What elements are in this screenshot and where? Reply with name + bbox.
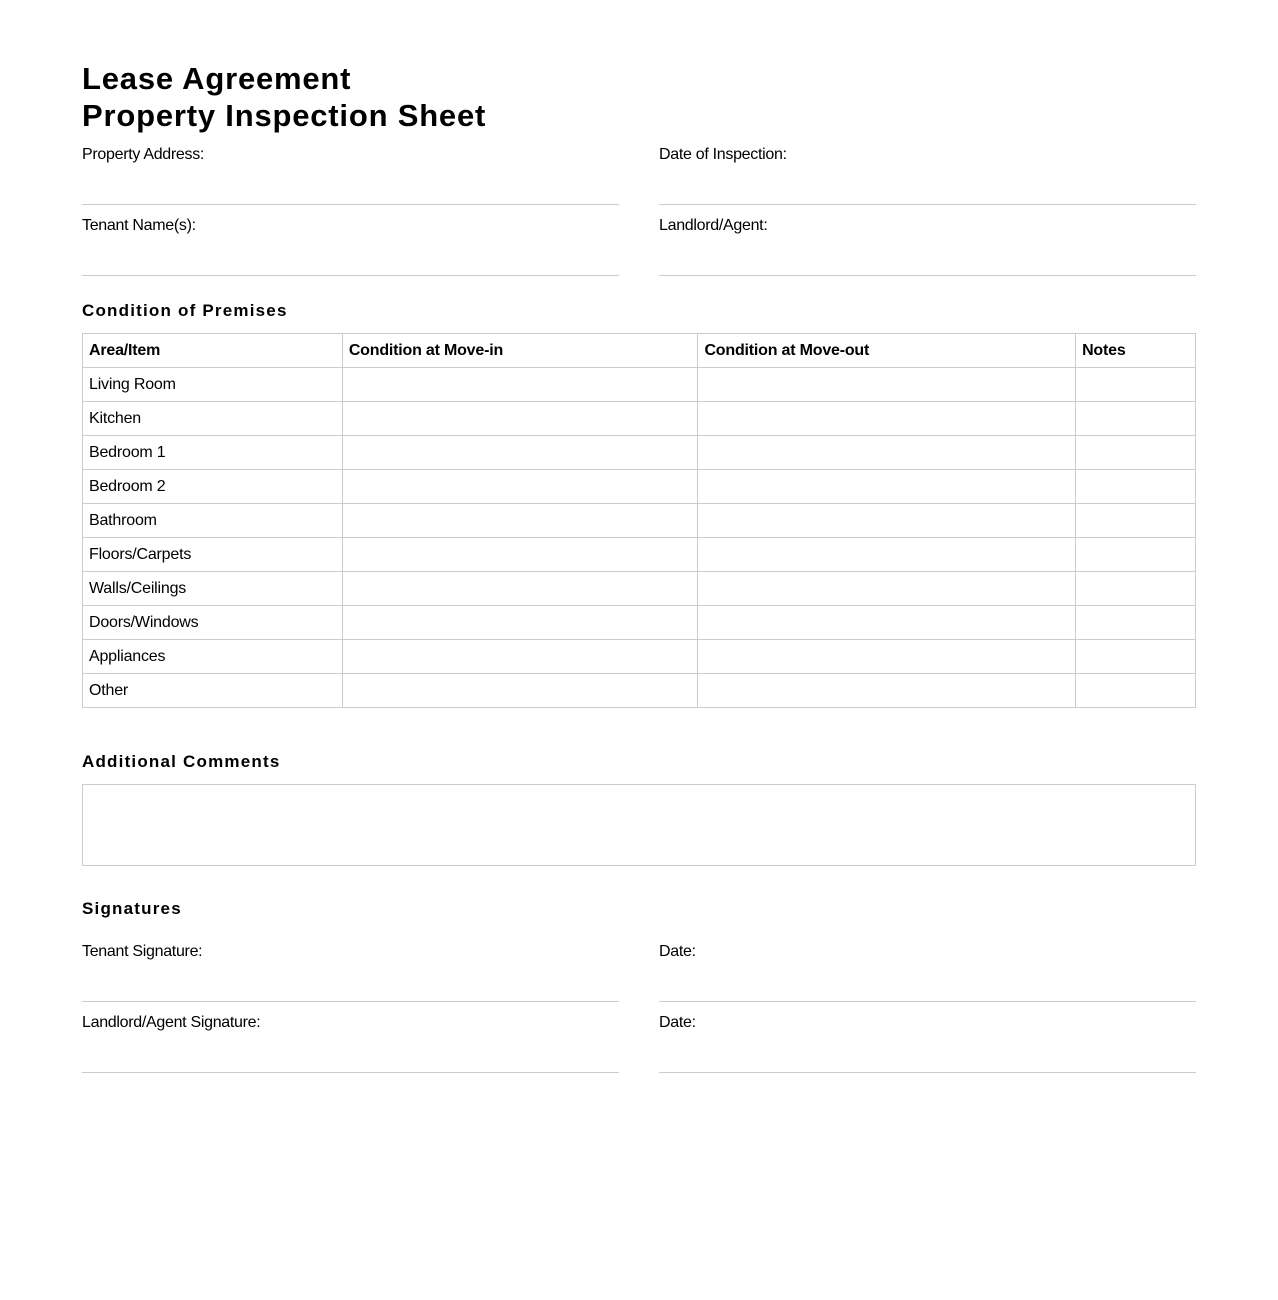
move-out-cell[interactable] bbox=[698, 674, 1076, 708]
move-in-cell[interactable] bbox=[342, 640, 698, 674]
landlord-signature-label: Landlord/Agent Signature: bbox=[82, 1014, 261, 1031]
additional-comments-heading: Additional Comments bbox=[82, 752, 281, 771]
table-row bbox=[83, 538, 1196, 572]
column-header-area: Area/Item bbox=[83, 334, 343, 368]
column-header-move-out: Condition at Move-out bbox=[698, 334, 1076, 368]
notes-cell[interactable] bbox=[1076, 538, 1196, 572]
area-cell: Doors/Windows bbox=[83, 606, 343, 640]
table-row bbox=[83, 436, 1196, 470]
landlord-agent-label: Landlord/Agent: bbox=[659, 217, 768, 234]
property-address-label: Property Address: bbox=[82, 146, 205, 163]
signatures-block bbox=[82, 931, 1196, 1073]
column-header-notes: Notes bbox=[1076, 334, 1196, 368]
notes-cell[interactable] bbox=[1076, 402, 1196, 436]
premises-table bbox=[82, 333, 1196, 708]
tenant-signature-label: Tenant Signature: bbox=[82, 943, 203, 960]
table-header-row bbox=[83, 334, 1196, 368]
condition-of-premises-heading: Condition of Premises bbox=[82, 301, 288, 320]
area-cell: Floors/Carpets bbox=[83, 538, 343, 572]
move-out-cell[interactable] bbox=[698, 538, 1076, 572]
table-row bbox=[83, 572, 1196, 606]
move-out-cell[interactable] bbox=[698, 368, 1076, 402]
landlord-date-label: Date: bbox=[659, 1014, 696, 1031]
area-cell: Other bbox=[83, 674, 343, 708]
move-in-cell[interactable] bbox=[342, 436, 698, 470]
move-in-cell[interactable] bbox=[342, 504, 698, 538]
move-out-cell[interactable] bbox=[698, 640, 1076, 674]
notes-cell[interactable] bbox=[1076, 504, 1196, 538]
table-row bbox=[83, 606, 1196, 640]
move-out-cell[interactable] bbox=[698, 402, 1076, 436]
area-cell: Bathroom bbox=[83, 504, 343, 538]
move-out-cell[interactable] bbox=[698, 504, 1076, 538]
move-in-cell[interactable] bbox=[342, 470, 698, 504]
table-row bbox=[83, 674, 1196, 708]
notes-cell[interactable] bbox=[1076, 368, 1196, 402]
move-in-cell[interactable] bbox=[342, 368, 698, 402]
tenant-names-field[interactable] bbox=[82, 205, 619, 276]
move-out-cell[interactable] bbox=[698, 572, 1076, 606]
area-cell: Living Room bbox=[83, 368, 343, 402]
table-row bbox=[83, 402, 1196, 436]
title-line-1: Lease Agreement bbox=[82, 61, 352, 96]
additional-comments-box[interactable] bbox=[82, 784, 1196, 866]
property-address-field[interactable] bbox=[82, 134, 619, 205]
date-of-inspection-field[interactable] bbox=[659, 134, 1196, 205]
tenant-date-field[interactable] bbox=[659, 931, 1196, 1002]
notes-cell[interactable] bbox=[1076, 606, 1196, 640]
table-row bbox=[83, 470, 1196, 504]
move-in-cell[interactable] bbox=[342, 674, 698, 708]
page-title bbox=[82, 60, 1196, 134]
signature-row-1 bbox=[82, 931, 1196, 1002]
move-in-cell[interactable] bbox=[342, 402, 698, 436]
inspection-sheet bbox=[82, 60, 1196, 1031]
notes-cell[interactable] bbox=[1076, 470, 1196, 504]
landlord-signature-field[interactable] bbox=[82, 1002, 619, 1073]
table-row bbox=[83, 640, 1196, 674]
move-out-cell[interactable] bbox=[698, 606, 1076, 640]
area-cell: Kitchen bbox=[83, 402, 343, 436]
tenant-names-label: Tenant Name(s): bbox=[82, 217, 196, 234]
date-of-inspection-label: Date of Inspection: bbox=[659, 146, 787, 163]
notes-cell[interactable] bbox=[1076, 674, 1196, 708]
move-in-cell[interactable] bbox=[342, 606, 698, 640]
signatures-heading: Signatures bbox=[82, 899, 182, 918]
notes-cell[interactable] bbox=[1076, 436, 1196, 470]
title-line-2: Property Inspection Sheet bbox=[82, 98, 487, 133]
signature-row-2 bbox=[82, 1002, 1196, 1073]
move-out-cell[interactable] bbox=[698, 436, 1076, 470]
info-row-2 bbox=[82, 205, 1196, 276]
area-cell: Bedroom 2 bbox=[83, 470, 343, 504]
move-out-cell[interactable] bbox=[698, 470, 1076, 504]
notes-cell[interactable] bbox=[1076, 572, 1196, 606]
tenant-signature-field[interactable] bbox=[82, 931, 619, 1002]
landlord-date-field[interactable] bbox=[659, 1002, 1196, 1073]
table-row bbox=[83, 368, 1196, 402]
table-row bbox=[83, 504, 1196, 538]
tenant-date-label: Date: bbox=[659, 943, 696, 960]
area-cell: Walls/Ceilings bbox=[83, 572, 343, 606]
move-in-cell[interactable] bbox=[342, 572, 698, 606]
area-cell: Bedroom 1 bbox=[83, 436, 343, 470]
info-row-1 bbox=[82, 134, 1196, 205]
area-cell: Appliances bbox=[83, 640, 343, 674]
move-in-cell[interactable] bbox=[342, 538, 698, 572]
landlord-agent-field[interactable] bbox=[659, 205, 1196, 276]
notes-cell[interactable] bbox=[1076, 640, 1196, 674]
column-header-move-in: Condition at Move-in bbox=[342, 334, 698, 368]
